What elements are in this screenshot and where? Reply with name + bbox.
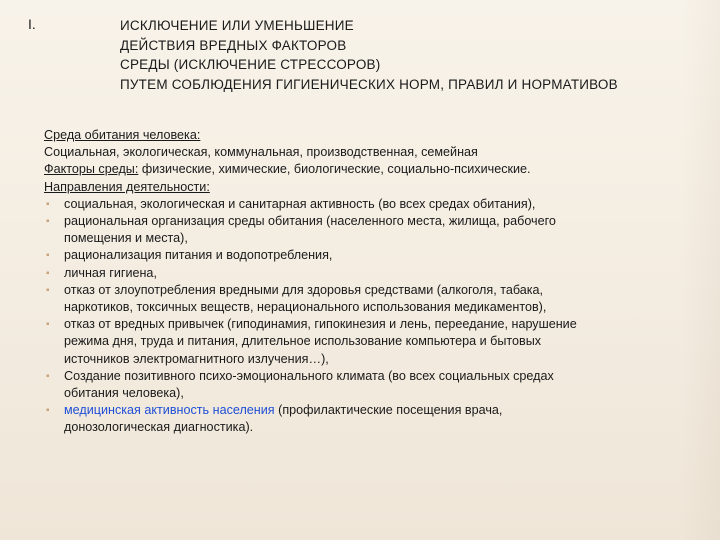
list-item-text: донозологическая диагностика). — [64, 420, 254, 435]
list-item — [44, 402, 684, 436]
factors-text: физические, химические, биологические, социально-психические. — [138, 162, 531, 177]
list-item-text: социальная, экологическая и санитарная активность (во всех средах обитания), — [64, 196, 536, 211]
title-line: СРЕДЫ (ИСКЛЮЧЕНИЕ СТРЕССОРОВ) — [120, 57, 381, 72]
list-item-text: помещения и места), — [64, 231, 188, 246]
title-line: ДЕЙСТВИЯ ВРЕДНЫХ ФАКТОРОВ — [120, 37, 347, 53]
list-item-text: рациональная организация среды обитания (населенного места, жилища, рабочего — [64, 214, 556, 229]
list-item-text: наркотиков, токсичных веществ, нерационального использования медикаментов), — [64, 300, 547, 315]
list-item-text: Создание позитивного психо-эмоционального климата (во всех социальных средах — [64, 368, 554, 383]
bullet-icon: ▪ — [46, 284, 50, 296]
list-item — [44, 247, 684, 264]
factors-label: Факторы среды: — [44, 162, 139, 177]
bullet-icon: ▪ — [46, 198, 50, 210]
highlighted-text: медицинская активность населения — [64, 403, 275, 418]
bullet-icon: ▪ — [46, 319, 50, 331]
list-item-text: режима дня, труда и питания, длительное использование компьютера и бытовых — [64, 334, 542, 349]
title-line: ИСКЛЮЧЕНИЕ ИЛИ УМЕНЬШЕНИЕ — [120, 18, 354, 33]
bullet-icon: ▪ — [46, 405, 50, 417]
list-item-text: отказ от вредных привычек (гиподинамия, гипокинезия и лень, переедание, нарушение — [64, 317, 577, 332]
list-item — [44, 316, 684, 368]
slide-title — [120, 16, 710, 94]
title-number: I. — [28, 16, 36, 32]
slide-body — [44, 127, 684, 437]
list-item-text: рационализация питания и водопотребления, — [64, 248, 333, 263]
bullet-icon: ▪ — [46, 267, 50, 279]
title-line: ПУТЕМ СОБЛЮДЕНИЯ ГИГИЕНИЧЕСКИХ НОРМ, ПРАВИЛ И НОРМАТИВОВ — [120, 76, 618, 92]
env-types: Социальная, экологическая, коммунальная, производственная, семейная — [44, 145, 478, 160]
list-item — [44, 368, 684, 402]
list-item-text: отказ от злоупотребления вредными для здоровья средствами (алкоголя, табака, — [64, 282, 544, 297]
list-item — [44, 213, 684, 247]
list-item-text: личная гигиена, — [64, 265, 157, 280]
env-label: Среда обитания человека: — [44, 128, 201, 142]
directions-label: Направления деятельности: — [44, 179, 210, 194]
factors-line — [44, 161, 684, 178]
list-item-rest: (профилактические посещения врача, — [274, 403, 503, 418]
directions-list — [44, 196, 684, 437]
bullet-icon: ▪ — [46, 250, 50, 262]
list-item-text — [64, 402, 684, 419]
list-item-text: обитания человека), — [64, 386, 184, 401]
list-item-text: источников электромагнитного излучения…), — [64, 351, 329, 366]
list-item — [44, 196, 684, 213]
bullet-icon: ▪ — [46, 216, 50, 228]
list-item — [44, 282, 684, 316]
bullet-icon: ▪ — [46, 370, 50, 382]
list-item — [44, 265, 684, 282]
